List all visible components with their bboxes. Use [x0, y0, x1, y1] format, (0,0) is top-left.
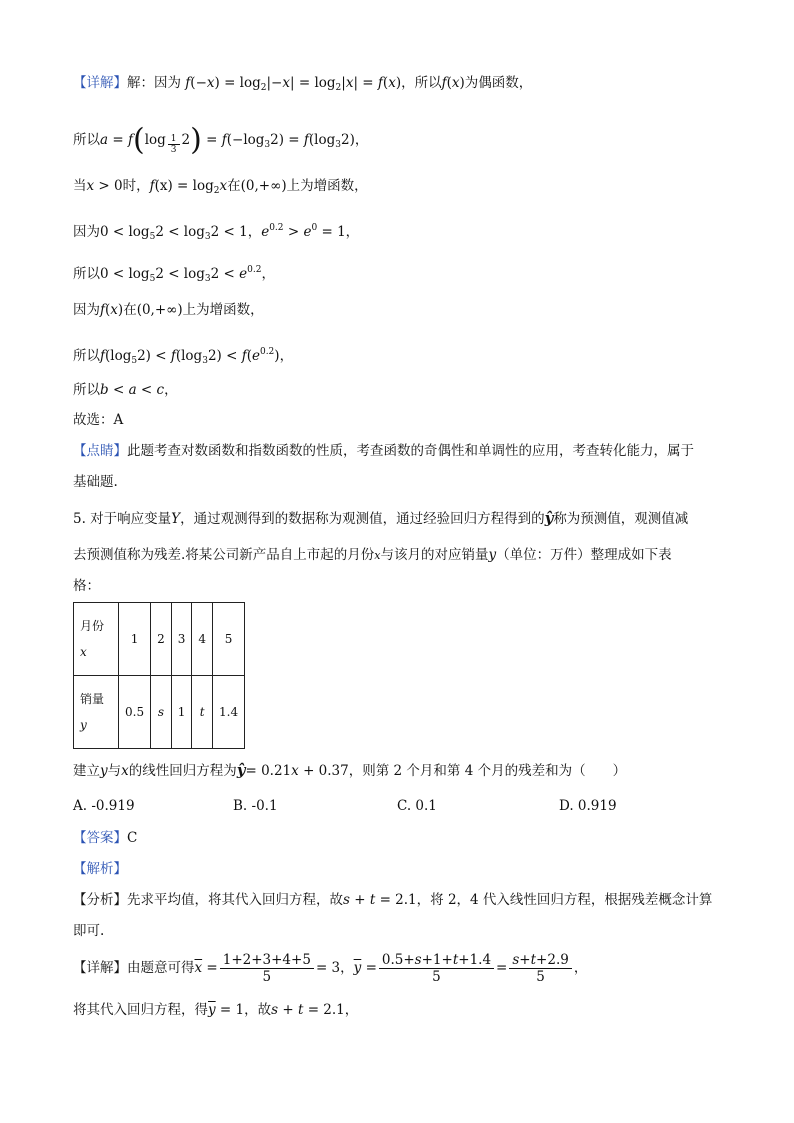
option-a[interactable]: A. -0.919 — [73, 798, 135, 814]
last-line: 将其代入回归方程，得$\overline{y} = 1$，故s + t = 2.1， — [73, 1002, 359, 1018]
solution-line-7: 所以$f(\log_52) < f(\log_32) < f(e^{0.2})$， — [73, 347, 294, 366]
table-row — [74, 603, 245, 676]
remark-label: 【点睛】 — [73, 443, 127, 459]
table-cell: 5 — [213, 603, 245, 676]
solution-line-6: 因为f(x)在(0,+∞)上为增函数， — [73, 302, 264, 318]
choice-line: 故选：A — [73, 412, 124, 428]
remark-line-2: 基础题. — [73, 474, 118, 490]
table-cell: 1 — [119, 603, 151, 676]
question-5-line-3: 格： — [73, 578, 100, 594]
table-cell: s — [151, 676, 172, 749]
solution-line-8: 所以b < a < c， — [73, 382, 178, 398]
solution-line-3: 当x > 0时，$f(x) = \log_2x$在(0,+∞)上为增函数， — [73, 178, 368, 196]
answer-label: 【答案】 — [73, 830, 127, 846]
solution-line-2: 所以a = f(log $\frac{1}{3}$ $2) = f(-\log_32) = f(\log_32)$， — [73, 122, 369, 158]
question-5-line-1: 5. 对于响应变量Y，通过观测得到的数据称为观测值，通过经验回归方程得到的ŷ称为预测值，观测值减 — [73, 509, 689, 527]
question-5-line-2: 去预测值称为残差.将某公司新产品自上市起的月份x与该月的对应销量y（单位：万件）整理成如下表 — [73, 547, 672, 563]
table-cell: 2 — [151, 603, 172, 676]
table-cell: 销量 y — [74, 676, 119, 749]
fenxi-label: 【分析】 — [73, 892, 127, 908]
question-5-line-4: 建立y与x的线性回归方程为ŷ= 0.21x + 0.37，则第 2 个月和第 4 个月的残差和为（ ） — [73, 761, 627, 779]
table-cell: t — [192, 676, 213, 749]
solution-line-5: 所以$0 < \log_52 < \log_32 < e^{0.2}$， — [73, 265, 275, 284]
math-expression: f — [185, 75, 191, 91]
analysis-line — [73, 859, 127, 879]
fenxi-line-1: 【分析】先求平均值，将其代入回归方程，故s + t = 2.1，将 2，4 代入线性回归方程，根据残差概念计算 — [73, 892, 713, 908]
detail-label: 【详解】 — [73, 75, 127, 91]
table-cell: 月份 x — [74, 603, 119, 676]
analysis-label: 【解析】 — [73, 861, 127, 877]
detail-line-2: 【详解】由题意可得$\overline{x}$ = $\frac{1+2+3+4+5}{5}$ = 3，$\overline{y}$ = $\frac{0.5+s+1+t+1.4}{5}$ = $\frac{s+t+2.9}{5}$ ， — [73, 952, 588, 985]
remark-line-1: 【点睛】此题考查对数函数和指数函数的性质，考查函数的奇偶性和单调性的应用，考查转化能力，属于 — [73, 443, 694, 459]
solution-line-1: 【详解】解：因为 $f(-x) = \log_2|-x| = \log_2|x| = f(x)$，所以f(x)为偶函数， — [73, 75, 533, 93]
data-table — [73, 602, 245, 749]
table-cell: 0.5 — [119, 676, 151, 749]
option-d[interactable]: D. 0.919 — [559, 798, 617, 814]
detail-label-2: 【详解】 — [73, 960, 127, 976]
table-cell: 4 — [192, 603, 213, 676]
table-row — [74, 676, 245, 749]
table-cell: 1.4 — [213, 676, 245, 749]
option-c[interactable]: C. 0.1 — [397, 798, 437, 814]
option-b[interactable]: B. -0.1 — [233, 798, 278, 814]
table-cell: 3 — [171, 603, 192, 676]
fenxi-line-2: 即可. — [73, 923, 105, 939]
answer-line: 【答案】C — [73, 830, 138, 846]
solution-line-4: 因为$0 < \log_52 < \log_32 < 1$，$e^{0.2} > e^0 = 1$， — [73, 223, 360, 242]
table-cell: 1 — [171, 676, 192, 749]
